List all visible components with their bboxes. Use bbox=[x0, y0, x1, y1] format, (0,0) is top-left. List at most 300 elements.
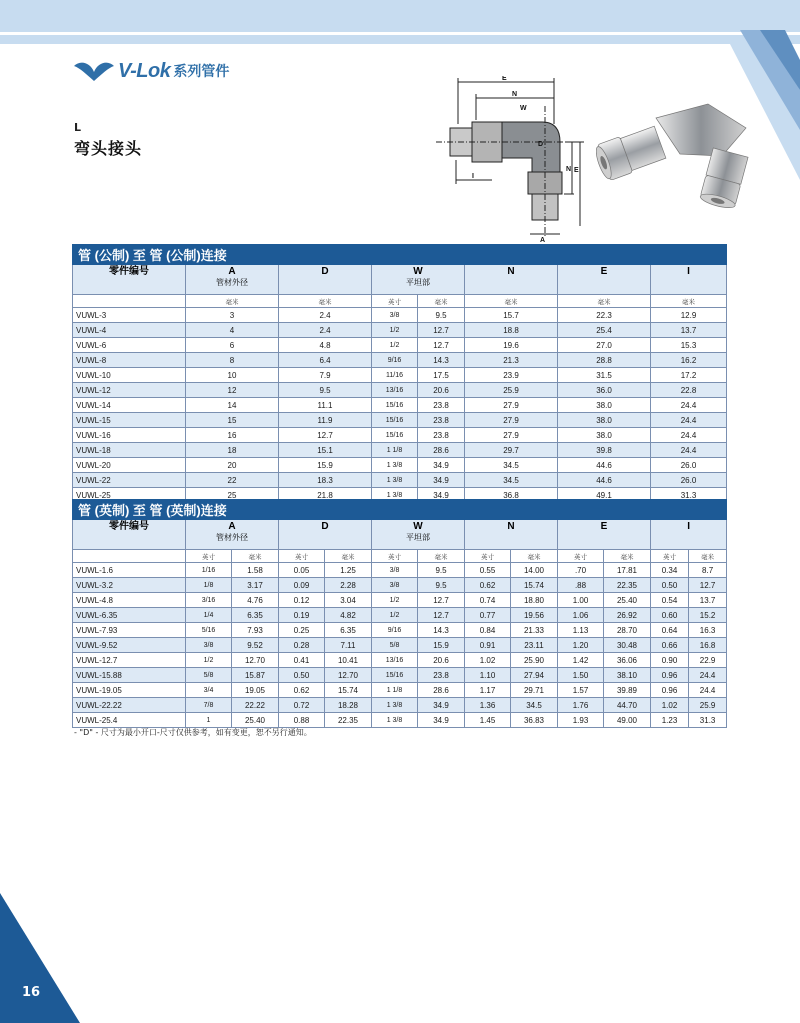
table-cell: 10 bbox=[186, 368, 279, 383]
table-cell: 13/16 bbox=[372, 653, 418, 668]
elbow-fitting-photo bbox=[596, 96, 766, 208]
table-cell: 0.60 bbox=[651, 608, 689, 623]
table-cell: 12.70 bbox=[325, 668, 372, 683]
metric-table-body bbox=[73, 308, 727, 503]
imperial-header-part: 零件编号 bbox=[73, 520, 186, 550]
table-cell: 38.10 bbox=[604, 668, 651, 683]
table-cell: 13/16 bbox=[372, 383, 418, 398]
table-cell: 16.8 bbox=[689, 638, 727, 653]
metric-unit-E: 毫米 bbox=[558, 295, 651, 308]
table-cell: 1/2 bbox=[372, 323, 418, 338]
logo-leaf-icon bbox=[72, 60, 116, 82]
table-cell: 15/16 bbox=[372, 413, 418, 428]
table-cell: 28.70 bbox=[604, 623, 651, 638]
part-number-cell: VUWL-18 bbox=[73, 443, 186, 458]
table-cell: 1.17 bbox=[465, 683, 511, 698]
table-cell: 1 3/8 bbox=[372, 458, 418, 473]
table-cell: 0.50 bbox=[279, 668, 325, 683]
table-cell: 0.19 bbox=[279, 608, 325, 623]
table-cell: 12 bbox=[186, 383, 279, 398]
table-cell: 23.8 bbox=[418, 413, 465, 428]
table-cell: 12.70 bbox=[232, 653, 279, 668]
table-cell: 36.83 bbox=[511, 713, 558, 728]
table-cell: 1.10 bbox=[465, 668, 511, 683]
table-cell: .88 bbox=[558, 578, 604, 593]
table-row bbox=[73, 443, 727, 458]
part-number-cell: VUWL-22.22 bbox=[73, 698, 186, 713]
table-cell: 1 1/8 bbox=[372, 683, 418, 698]
table-cell: 22.3 bbox=[558, 308, 651, 323]
table-cell: 18.80 bbox=[511, 593, 558, 608]
metric-header-part: 零件编号 bbox=[73, 265, 186, 295]
table-cell: 1 3/8 bbox=[372, 713, 418, 728]
table-cell: 5/8 bbox=[372, 638, 418, 653]
imperial-unit-W-in: 英寸 bbox=[372, 550, 418, 563]
table-cell: 5/16 bbox=[186, 623, 232, 638]
table-cell: 1.02 bbox=[651, 698, 689, 713]
table-cell: 20.6 bbox=[418, 383, 465, 398]
table-cell: 6.35 bbox=[232, 608, 279, 623]
brand-tagline: 系列管件 bbox=[173, 64, 230, 80]
label-D: D bbox=[538, 141, 544, 148]
table-cell: 0.28 bbox=[279, 638, 325, 653]
table-cell: 1.57 bbox=[558, 683, 604, 698]
table-cell: 4 bbox=[186, 323, 279, 338]
table-cell: 44.6 bbox=[558, 458, 651, 473]
table-cell: 1.00 bbox=[558, 593, 604, 608]
table-row bbox=[73, 368, 727, 383]
table-cell: 25.40 bbox=[232, 713, 279, 728]
table-cell: 1.23 bbox=[651, 713, 689, 728]
table-cell: 6.4 bbox=[279, 353, 372, 368]
table-cell: 15/16 bbox=[372, 668, 418, 683]
metric-header-N: N bbox=[465, 265, 558, 295]
table-cell: 3/8 bbox=[372, 578, 418, 593]
table-cell: 0.50 bbox=[651, 578, 689, 593]
table-cell: 27.0 bbox=[558, 338, 651, 353]
table-row bbox=[73, 713, 727, 728]
table-cell: 0.96 bbox=[651, 683, 689, 698]
metric-unit-blank bbox=[73, 295, 186, 308]
part-number-cell: VUWL-3.2 bbox=[73, 578, 186, 593]
table-cell: 12.7 bbox=[418, 608, 465, 623]
label-E-right: E bbox=[574, 167, 579, 174]
metric-header-D: D bbox=[279, 265, 372, 295]
part-number-cell: VUWL-8 bbox=[73, 353, 186, 368]
table-cell: 14.3 bbox=[418, 623, 465, 638]
table-row bbox=[73, 398, 727, 413]
table-cell: 3.17 bbox=[232, 578, 279, 593]
table-cell: 22.9 bbox=[689, 653, 727, 668]
metric-table bbox=[72, 244, 727, 503]
table-cell: 34.9 bbox=[418, 488, 465, 503]
metric-unit-N: 毫米 bbox=[465, 295, 558, 308]
table-cell: 12.7 bbox=[418, 593, 465, 608]
table-cell: 25.40 bbox=[604, 593, 651, 608]
metric-header-I: I bbox=[651, 265, 727, 295]
imperial-unit-A-mm: 毫米 bbox=[232, 550, 279, 563]
part-number-cell: VUWL-1.6 bbox=[73, 563, 186, 578]
table-cell: 1 3/8 bbox=[372, 698, 418, 713]
part-number-cell: VUWL-7.93 bbox=[73, 623, 186, 638]
part-number-cell: VUWL-15 bbox=[73, 413, 186, 428]
table-cell: 0.12 bbox=[279, 593, 325, 608]
table-cell: 1.76 bbox=[558, 698, 604, 713]
table-cell: 12.7 bbox=[279, 428, 372, 443]
table-cell: 12.7 bbox=[418, 338, 465, 353]
table-cell: 30.48 bbox=[604, 638, 651, 653]
table-cell: 0.84 bbox=[465, 623, 511, 638]
imperial-header-I: I bbox=[651, 520, 727, 550]
table-cell: 3/8 bbox=[372, 563, 418, 578]
table-cell: 31.3 bbox=[689, 713, 727, 728]
table-cell: 29.7 bbox=[465, 443, 558, 458]
table-cell: 7.11 bbox=[325, 638, 372, 653]
table-cell: 49.1 bbox=[558, 488, 651, 503]
table-row bbox=[73, 428, 727, 443]
table-cell: 0.72 bbox=[279, 698, 325, 713]
table-cell: 20 bbox=[186, 458, 279, 473]
table-cell: 18.3 bbox=[279, 473, 372, 488]
imperial-unit-D-mm: 毫米 bbox=[325, 550, 372, 563]
table-cell: 0.09 bbox=[279, 578, 325, 593]
table-cell: 1.50 bbox=[558, 668, 604, 683]
table-row bbox=[73, 593, 727, 608]
table-cell: 1 bbox=[186, 713, 232, 728]
table-cell: 0.41 bbox=[279, 653, 325, 668]
table-cell: 1 1/8 bbox=[372, 443, 418, 458]
table-cell: 0.54 bbox=[651, 593, 689, 608]
table-cell: 15.9 bbox=[279, 458, 372, 473]
table-cell: 0.62 bbox=[465, 578, 511, 593]
table-cell: 7/8 bbox=[186, 698, 232, 713]
table-cell: 15 bbox=[186, 413, 279, 428]
table-cell: 16 bbox=[186, 428, 279, 443]
table-cell: 25.9 bbox=[689, 698, 727, 713]
imperial-unit-I-mm: 毫米 bbox=[689, 550, 727, 563]
table-cell: 24.4 bbox=[651, 413, 727, 428]
part-number-cell: VUWL-25.4 bbox=[73, 713, 186, 728]
table-cell: 24.4 bbox=[651, 428, 727, 443]
table-cell: 36.06 bbox=[604, 653, 651, 668]
table-cell: 17.5 bbox=[418, 368, 465, 383]
table-cell: 1/2 bbox=[186, 653, 232, 668]
table-cell: 28.6 bbox=[418, 683, 465, 698]
table-cell: 1.25 bbox=[325, 563, 372, 578]
table-row bbox=[73, 413, 727, 428]
table-cell: 1/8 bbox=[186, 578, 232, 593]
table-cell: 12.7 bbox=[418, 323, 465, 338]
table-cell: 17.81 bbox=[604, 563, 651, 578]
table-cell: 14.3 bbox=[418, 353, 465, 368]
table-cell: 0.96 bbox=[651, 668, 689, 683]
metric-unit-A: 毫米 bbox=[186, 295, 279, 308]
brand-name: V-Lok bbox=[118, 59, 171, 82]
table-cell: 11.1 bbox=[279, 398, 372, 413]
table-cell: 3/8 bbox=[186, 638, 232, 653]
table-row bbox=[73, 653, 727, 668]
part-number-cell: VUWL-3 bbox=[73, 308, 186, 323]
table-cell: 27.9 bbox=[465, 428, 558, 443]
table-cell: 3/4 bbox=[186, 683, 232, 698]
table-cell: 26.92 bbox=[604, 608, 651, 623]
table-cell: 24.4 bbox=[651, 398, 727, 413]
imperial-table-caption: 管 (英制) 至 管 (英制)连接 bbox=[73, 500, 727, 520]
table-cell: 1.45 bbox=[465, 713, 511, 728]
footnote: - "D" - 尺寸为最小开口-尺寸仅供参考，如有变更，恕不另行通知。 bbox=[74, 728, 312, 737]
table-cell: 44.6 bbox=[558, 473, 651, 488]
table-cell: 0.64 bbox=[651, 623, 689, 638]
label-W: W bbox=[520, 105, 527, 112]
table-cell: 5/8 bbox=[186, 668, 232, 683]
part-number-cell: VUWL-10 bbox=[73, 368, 186, 383]
table-cell: 28.6 bbox=[418, 443, 465, 458]
table-cell: 23.8 bbox=[418, 428, 465, 443]
table-cell: 3/8 bbox=[372, 308, 418, 323]
table-cell: 6.35 bbox=[325, 623, 372, 638]
part-number-cell: VUWL-12.7 bbox=[73, 653, 186, 668]
table-cell: 4.8 bbox=[279, 338, 372, 353]
metric-unit-W-in: 英寸 bbox=[372, 295, 418, 308]
imperial-unit-D-in: 英寸 bbox=[279, 550, 325, 563]
table-cell: 1.42 bbox=[558, 653, 604, 668]
label-A: A bbox=[540, 237, 546, 244]
table-cell: 36.8 bbox=[465, 488, 558, 503]
table-row bbox=[73, 473, 727, 488]
imperial-unit-N-mm: 毫米 bbox=[511, 550, 558, 563]
table-cell: 9/16 bbox=[372, 353, 418, 368]
corner-decoration-bottom-left bbox=[0, 893, 80, 1023]
table-cell: 1.36 bbox=[465, 698, 511, 713]
table-cell: 27.94 bbox=[511, 668, 558, 683]
table-cell: 9/16 bbox=[372, 623, 418, 638]
table-cell: 38.0 bbox=[558, 413, 651, 428]
table-row bbox=[73, 638, 727, 653]
table-cell: 1.93 bbox=[558, 713, 604, 728]
table-cell: 18.8 bbox=[465, 323, 558, 338]
table-cell: 1/2 bbox=[372, 608, 418, 623]
table-cell: 25.4 bbox=[558, 323, 651, 338]
table-cell: 8.7 bbox=[689, 563, 727, 578]
table-cell: 18.28 bbox=[325, 698, 372, 713]
table-row bbox=[73, 353, 727, 368]
label-N: N bbox=[512, 91, 518, 98]
table-cell: 28.8 bbox=[558, 353, 651, 368]
table-cell: 4.82 bbox=[325, 608, 372, 623]
table-cell: 25 bbox=[186, 488, 279, 503]
table-cell: 14 bbox=[186, 398, 279, 413]
table-row bbox=[73, 383, 727, 398]
table-cell: 2.28 bbox=[325, 578, 372, 593]
table-row bbox=[73, 308, 727, 323]
table-cell: 0.62 bbox=[279, 683, 325, 698]
table-cell: 23.11 bbox=[511, 638, 558, 653]
table-cell: 22.8 bbox=[651, 383, 727, 398]
table-cell: 1 3/8 bbox=[372, 488, 418, 503]
table-cell: 1.58 bbox=[232, 563, 279, 578]
table-cell: 31.3 bbox=[651, 488, 727, 503]
table-cell: 24.4 bbox=[651, 443, 727, 458]
table-cell: 20.6 bbox=[418, 653, 465, 668]
product-code: L bbox=[74, 121, 82, 134]
part-number-cell: VUWL-22 bbox=[73, 473, 186, 488]
imperial-unit-row bbox=[73, 550, 727, 563]
table-cell: 19.56 bbox=[511, 608, 558, 623]
table-cell: 21.8 bbox=[279, 488, 372, 503]
top-band bbox=[0, 0, 800, 44]
metric-header-W: W 平坦部 bbox=[372, 265, 465, 295]
table-cell: 23.8 bbox=[418, 398, 465, 413]
table-cell: 27.9 bbox=[465, 413, 558, 428]
table-cell: 21.3 bbox=[465, 353, 558, 368]
table-cell: 21.33 bbox=[511, 623, 558, 638]
table-cell: 1.13 bbox=[558, 623, 604, 638]
part-number-cell: VUWL-12 bbox=[73, 383, 186, 398]
part-number-cell: VUWL-15.88 bbox=[73, 668, 186, 683]
metric-header-A: A 管材外径 bbox=[186, 265, 279, 295]
imperial-header-N: N bbox=[465, 520, 558, 550]
table-cell: 19.05 bbox=[232, 683, 279, 698]
table-cell: 22.35 bbox=[325, 713, 372, 728]
table-cell: 0.74 bbox=[465, 593, 511, 608]
metric-unit-I: 毫米 bbox=[651, 295, 727, 308]
table-cell: 0.25 bbox=[279, 623, 325, 638]
table-cell: 8 bbox=[186, 353, 279, 368]
table-cell: 11.9 bbox=[279, 413, 372, 428]
label-N-right: N bbox=[566, 166, 572, 173]
imperial-unit-W-mm: 毫米 bbox=[418, 550, 465, 563]
part-number-cell: VUWL-4 bbox=[73, 323, 186, 338]
table-cell: 44.70 bbox=[604, 698, 651, 713]
table-cell: 15.2 bbox=[689, 608, 727, 623]
brand-logo bbox=[72, 58, 229, 84]
table-cell: 34.5 bbox=[511, 698, 558, 713]
table-cell: 0.66 bbox=[651, 638, 689, 653]
table-cell: 39.89 bbox=[604, 683, 651, 698]
imperial-unit-E-in: 英寸 bbox=[558, 550, 604, 563]
table-cell: 3.04 bbox=[325, 593, 372, 608]
table-cell: 15.87 bbox=[232, 668, 279, 683]
table-cell: 7.93 bbox=[232, 623, 279, 638]
part-number-cell: VUWL-16 bbox=[73, 428, 186, 443]
imperial-table bbox=[72, 499, 727, 728]
table-cell: 11/16 bbox=[372, 368, 418, 383]
table-cell: 15.1 bbox=[279, 443, 372, 458]
table-cell: 0.77 bbox=[465, 608, 511, 623]
table-cell: 0.90 bbox=[651, 653, 689, 668]
imperial-unit-A-in: 英寸 bbox=[186, 550, 232, 563]
table-row bbox=[73, 668, 727, 683]
table-cell: 0.91 bbox=[465, 638, 511, 653]
table-cell: 25.90 bbox=[511, 653, 558, 668]
part-number-cell: VUWL-6 bbox=[73, 338, 186, 353]
table-cell: 1/2 bbox=[372, 593, 418, 608]
table-cell: 22.35 bbox=[604, 578, 651, 593]
table-cell: 3/16 bbox=[186, 593, 232, 608]
table-cell: 15.7 bbox=[465, 308, 558, 323]
table-row bbox=[73, 323, 727, 338]
table-cell: 38.0 bbox=[558, 428, 651, 443]
page-title: 弯头接头 bbox=[74, 139, 143, 158]
table-cell: 34.9 bbox=[418, 698, 465, 713]
table-cell: 15.74 bbox=[325, 683, 372, 698]
table-cell: 39.8 bbox=[558, 443, 651, 458]
table-row bbox=[73, 458, 727, 473]
imperial-header-W: W 平坦部 bbox=[372, 520, 465, 550]
table-cell: 1/4 bbox=[186, 608, 232, 623]
table-cell: 22.22 bbox=[232, 698, 279, 713]
table-cell: 36.0 bbox=[558, 383, 651, 398]
imperial-header-A: A 管材外径 bbox=[186, 520, 279, 550]
table-cell: 27.9 bbox=[465, 398, 558, 413]
imperial-table-body bbox=[73, 563, 727, 728]
table-row bbox=[73, 338, 727, 353]
table-cell: 12.7 bbox=[689, 578, 727, 593]
table-cell: 24.4 bbox=[689, 668, 727, 683]
table-cell: 1/16 bbox=[186, 563, 232, 578]
table-row bbox=[73, 683, 727, 698]
table-cell: .70 bbox=[558, 563, 604, 578]
table-cell: 22 bbox=[186, 473, 279, 488]
table-cell: 23.8 bbox=[418, 668, 465, 683]
label-E: E bbox=[502, 76, 507, 82]
part-number-cell: VUWL-14 bbox=[73, 398, 186, 413]
part-number-cell: VUWL-25 bbox=[73, 488, 186, 503]
table-row bbox=[73, 608, 727, 623]
top-band-line bbox=[0, 32, 800, 35]
imperial-unit-blank bbox=[73, 550, 186, 563]
table-cell: 18 bbox=[186, 443, 279, 458]
part-number-cell: VUWL-6.35 bbox=[73, 608, 186, 623]
table-cell: 4.76 bbox=[232, 593, 279, 608]
table-cell: 16.2 bbox=[651, 353, 727, 368]
part-number-cell: VUWL-19.05 bbox=[73, 683, 186, 698]
table-cell: 23.9 bbox=[465, 368, 558, 383]
table-cell: 15/16 bbox=[372, 398, 418, 413]
table-cell: 24.4 bbox=[689, 683, 727, 698]
table-cell: 7.9 bbox=[279, 368, 372, 383]
table-cell: 0.34 bbox=[651, 563, 689, 578]
imperial-unit-I-in: 英寸 bbox=[651, 550, 689, 563]
metric-table-caption: 管 (公制) 至 管 (公制)连接 bbox=[73, 245, 727, 265]
table-cell: 2.4 bbox=[279, 308, 372, 323]
table-cell: 6 bbox=[186, 338, 279, 353]
part-number-cell: VUWL-9.52 bbox=[73, 638, 186, 653]
table-cell: 49.00 bbox=[604, 713, 651, 728]
table-cell: 9.5 bbox=[279, 383, 372, 398]
table-cell: 34.9 bbox=[418, 473, 465, 488]
table-cell: 34.5 bbox=[465, 473, 558, 488]
table-row bbox=[73, 578, 727, 593]
table-cell: 26.0 bbox=[651, 473, 727, 488]
metric-header-E: E bbox=[558, 265, 651, 295]
table-cell: 1 3/8 bbox=[372, 473, 418, 488]
table-cell: 29.71 bbox=[511, 683, 558, 698]
table-cell: 0.55 bbox=[465, 563, 511, 578]
table-cell: 31.5 bbox=[558, 368, 651, 383]
imperial-unit-E-mm: 毫米 bbox=[604, 550, 651, 563]
table-cell: 38.0 bbox=[558, 398, 651, 413]
table-cell: 10.41 bbox=[325, 653, 372, 668]
table-cell: 34.5 bbox=[465, 458, 558, 473]
table-cell: 1/2 bbox=[372, 338, 418, 353]
table-cell: 34.9 bbox=[418, 458, 465, 473]
table-cell: 13.7 bbox=[689, 593, 727, 608]
table-row bbox=[73, 698, 727, 713]
table-cell: 1.20 bbox=[558, 638, 604, 653]
elbow-diagram bbox=[436, 76, 596, 244]
metric-unit-W-mm: 毫米 bbox=[418, 295, 465, 308]
